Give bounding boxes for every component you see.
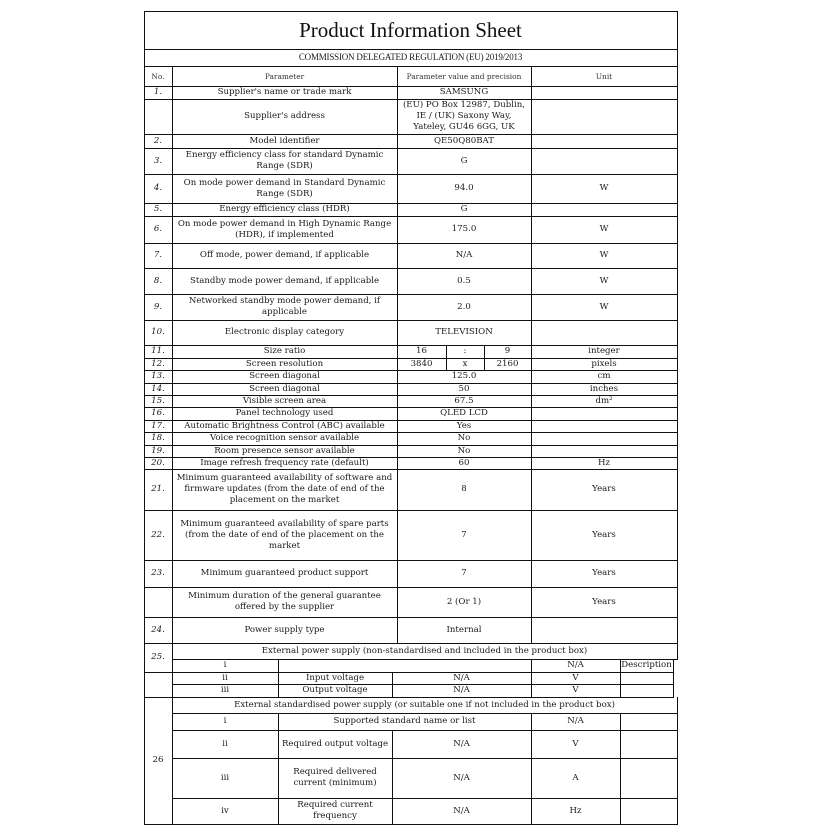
section-26-unit: A — [531, 758, 621, 799]
section-25-extra: Description — [620, 659, 674, 673]
row-parameter: Visible screen area — [172, 395, 398, 408]
row-value-part: 2160 — [484, 358, 532, 371]
row-unit: W — [531, 268, 678, 295]
row-unit: integer — [531, 345, 678, 359]
row-value: QE50Q80BAT — [397, 134, 532, 149]
row-value: 8 — [397, 469, 532, 511]
section-25-unit: N/A — [531, 659, 621, 673]
row-number: 5. — [144, 203, 173, 217]
section-26-value: N/A — [392, 758, 532, 799]
section-25-value: N/A — [392, 684, 532, 698]
section-26-label: Supported standard name or list — [278, 713, 532, 731]
row-number: 21. — [144, 469, 173, 511]
section-25-label: Output voltage — [278, 684, 393, 698]
row-number: 7. — [144, 243, 173, 269]
row-unit: inches — [531, 383, 678, 396]
row-number: 19. — [144, 445, 173, 458]
row-parameter: Room presence sensor available — [172, 445, 398, 458]
row-number: 3. — [144, 148, 173, 175]
row-value: Internal — [397, 617, 532, 644]
row-value: 94.0 — [397, 174, 532, 204]
row-value: G — [397, 203, 532, 217]
row-value-part: 3840 — [397, 358, 447, 371]
row-number: 23. — [144, 560, 173, 588]
section-25-unit: V — [531, 672, 621, 685]
row-parameter: Minimum duration of the general guarantee offered by the supplier — [172, 587, 398, 618]
row-parameter: Energy efficiency class (HDR) — [172, 203, 398, 217]
section-25-index: ii — [172, 672, 279, 685]
row-parameter: Image refresh frequency rate (default) — [172, 457, 398, 470]
row-number — [144, 99, 173, 135]
row-unit: Hz — [531, 457, 678, 470]
row-parameter: On mode power demand in High Dynamic Range (HDR), if implemented — [172, 216, 398, 244]
row-number: 4. — [144, 174, 173, 204]
column-header-value: Parameter value and precision — [397, 66, 532, 87]
row-unit — [531, 134, 678, 149]
row-parameter: On mode power demand in Standard Dynamic Range (SDR) — [172, 174, 398, 204]
section-26-unit: Hz — [531, 798, 621, 825]
row-number: 17. — [144, 420, 173, 433]
row-number: 2. — [144, 134, 173, 149]
row-value: 2 (Or 1) — [397, 587, 532, 618]
column-header-no: No. — [144, 66, 173, 87]
row-number: 14. — [144, 383, 173, 396]
row-unit — [531, 407, 678, 421]
row-number: 1. — [144, 86, 173, 100]
row-number: 13. — [144, 370, 173, 384]
row-parameter: Size ratio — [172, 345, 398, 359]
row-number: 22. — [144, 510, 173, 561]
section-25-index: i — [172, 659, 279, 673]
row-value: 2.0 — [397, 294, 532, 321]
section-26-extra — [620, 758, 678, 799]
row-unit — [531, 86, 678, 100]
row-number: 16. — [144, 407, 173, 421]
row-unit — [531, 617, 678, 644]
row-value: (EU) PO Box 12987, Dublin, IE / (UK) Saxony Way, Yateley, GU46 6GG, UK — [397, 99, 532, 135]
row-unit: cm — [531, 370, 678, 384]
section-25-unit: V — [531, 684, 621, 698]
row-unit: pixels — [531, 358, 678, 371]
row-number: 15. — [144, 395, 173, 408]
row-parameter: Off mode, power demand, if applicable — [172, 243, 398, 269]
column-header-unit: Unit — [531, 66, 678, 87]
regulation-subtitle: COMMISSION DELEGATED REGULATION (EU) 2019/2013 — [144, 49, 678, 67]
section-26-unit: N/A — [531, 713, 621, 731]
row-value: G — [397, 148, 532, 175]
row-parameter: Supplier's address — [172, 99, 398, 135]
section-26-label: Required current frequency — [278, 798, 393, 825]
section-26-extra — [620, 798, 678, 825]
section-26-index: iv — [172, 798, 279, 825]
row-parameter: Model identifier — [172, 134, 398, 149]
row-value: 7 — [397, 560, 532, 588]
row-value-separator: x — [446, 358, 485, 371]
row-value: 0.5 — [397, 268, 532, 295]
row-unit: W — [531, 216, 678, 244]
row-number: 9. — [144, 294, 173, 321]
row-value: N/A — [397, 243, 532, 269]
row-unit: Years — [531, 560, 678, 588]
row-unit — [531, 203, 678, 217]
section-26-index: i — [172, 713, 279, 731]
row-unit: W — [531, 243, 678, 269]
row-unit: dm² — [531, 395, 678, 408]
section-25-number: 25. — [144, 643, 173, 673]
column-header-parameter: Parameter — [172, 66, 398, 87]
row-value: QLED LCD — [397, 407, 532, 421]
section-25-heading: External power supply (non-standardised and included in the product box) — [172, 643, 678, 660]
page-title: Product Information Sheet — [144, 11, 678, 50]
row-unit — [531, 148, 678, 175]
row-number: 24. — [144, 617, 173, 644]
section-26-label: Required output voltage — [278, 730, 393, 759]
row-number: 6. — [144, 216, 173, 244]
section-26-extra — [620, 713, 678, 731]
row-unit — [531, 320, 678, 346]
row-value: 175.0 — [397, 216, 532, 244]
row-parameter: Supplier's name or trade mark — [172, 86, 398, 100]
row-parameter: Electronic display category — [172, 320, 398, 346]
row-number: 10. — [144, 320, 173, 346]
section-25-label — [278, 659, 532, 673]
row-parameter: Networked standby mode power demand, if applicable — [172, 294, 398, 321]
row-parameter: Power supply type — [172, 617, 398, 644]
row-value: 67.5 — [397, 395, 532, 408]
row-unit — [531, 99, 678, 135]
row-parameter: Minimum guaranteed product support — [172, 560, 398, 588]
row-unit — [531, 432, 678, 446]
row-value: Yes — [397, 420, 532, 433]
section-26-number: 26 — [144, 697, 173, 825]
row-value: 125.0 — [397, 370, 532, 384]
row-value: TELEVISION — [397, 320, 532, 346]
row-value-part: 9 — [484, 345, 532, 359]
row-parameter: Screen diagonal — [172, 383, 398, 396]
row-parameter: Minimum guaranteed availability of spare parts (from the date of end of the placement on the market — [172, 510, 398, 561]
section-26-value: N/A — [392, 798, 532, 825]
section-26-unit: V — [531, 730, 621, 759]
row-value-separator: : — [446, 345, 485, 359]
row-unit: Years — [531, 469, 678, 511]
row-parameter: Screen diagonal — [172, 370, 398, 384]
row-unit: W — [531, 174, 678, 204]
row-number: 8. — [144, 268, 173, 295]
row-number: 12. — [144, 358, 173, 371]
row-value: 7 — [397, 510, 532, 561]
row-unit: Years — [531, 587, 678, 618]
section-25-value: N/A — [392, 672, 532, 685]
row-value: SAMSUNG — [397, 86, 532, 100]
row-value: No — [397, 432, 532, 446]
row-value: 50 — [397, 383, 532, 396]
row-parameter: Panel technology used — [172, 407, 398, 421]
section-26-extra — [620, 730, 678, 759]
row-unit: Years — [531, 510, 678, 561]
section-25-label: Input voltage — [278, 672, 393, 685]
row-parameter: Screen resolution — [172, 358, 398, 371]
row-value: 60 — [397, 457, 532, 470]
section-26-heading: External standardised power supply (or suitable one if not included in the product box) — [172, 697, 678, 714]
section-25-index: iii — [172, 684, 279, 698]
row-parameter: Minimum guaranteed availability of software and firmware updates (from the date of end of the placement on the market — [172, 469, 398, 511]
section-26-value: N/A — [392, 730, 532, 759]
row-number: 18. — [144, 432, 173, 446]
section-25-number-continued — [144, 672, 173, 698]
row-value-part: 16 — [397, 345, 447, 359]
row-parameter: Standby mode power demand, if applicable — [172, 268, 398, 295]
section-26-index: iii — [172, 758, 279, 799]
row-number: 11. — [144, 345, 173, 359]
row-parameter: Voice recognition sensor available — [172, 432, 398, 446]
row-parameter: Energy efficiency class for standard Dynamic Range (SDR) — [172, 148, 398, 175]
row-number: 20. — [144, 457, 173, 470]
section-25-extra — [620, 684, 674, 698]
row-parameter: Automatic Brightness Control (ABC) available — [172, 420, 398, 433]
section-26-index: ii — [172, 730, 279, 759]
row-unit: W — [531, 294, 678, 321]
section-26-label: Required delivered current (minimum) — [278, 758, 393, 799]
row-number — [144, 587, 173, 618]
row-value: No — [397, 445, 532, 458]
